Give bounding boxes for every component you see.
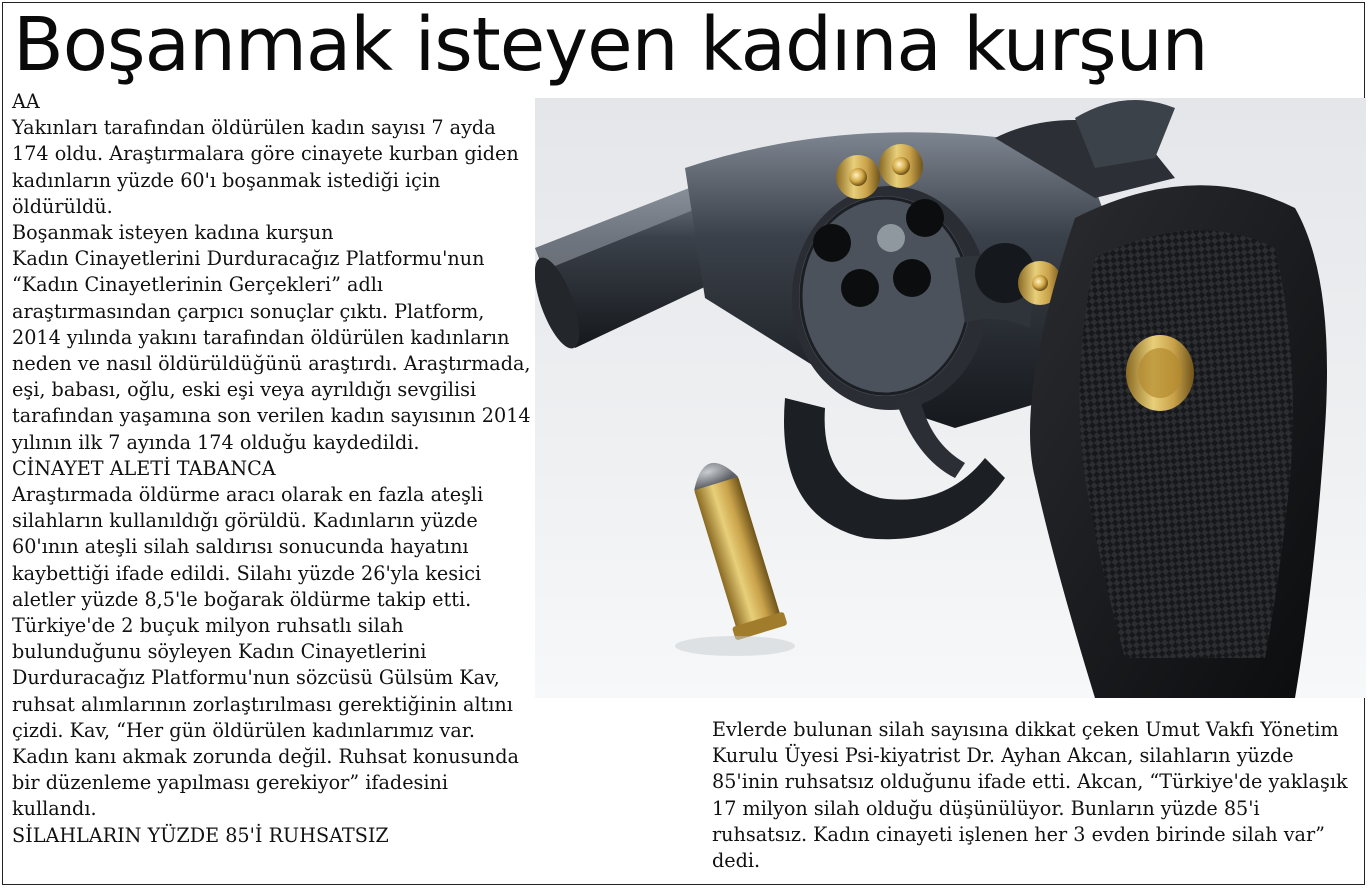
subhead-3: SİLAHLARIN YÜZDE 85'İ RUHSATSIZ xyxy=(12,823,389,847)
subhead-2: CİNAYET ALETİ TABANCA xyxy=(12,456,276,480)
headline: Boşanmak isteyen kadına kurşun xyxy=(13,2,1208,88)
subhead-1: Boşanmak isteyen kadına kurşun xyxy=(12,221,334,245)
revolver-illustration xyxy=(535,98,1366,698)
revolver-photo xyxy=(535,98,1366,698)
paragraph-3: Evlerde bulunan silah sayısına dikkat çeken Umut Vakfı Yönetim Kurulu Üyesi Psi-kiyatrist Dr. Ayhan Akcan, silahların yüzde 85'inin ruhsatsız olduğunu ifade etti. Akcan, “Türkiye'de yaklaşık 17 milyon silah olduğu düşünülüyor. Bunların yüzde 85'i ruhsatsız. Kadın cinayeti işlenen her 3 evden birinde silah var” dedi. xyxy=(712,718,1348,873)
right-column xyxy=(712,717,1357,874)
lead-paragraph: Yakınları tarafından öldürülen kadın sayısı 7 ayda 174 oldu. Araştırmalara göre cinayete kurban giden kadınların yüzde 60'ı boşanmak istediği için öldürüldü. xyxy=(12,116,519,218)
source-line: AA xyxy=(12,90,40,113)
paragraph-2: Araştırmada öldürme aracı olarak en fazla ateşli silahların kullanıldığı görüldü. Kadınların yüzde 60'ının ateşli silah saldırısı sonucunda hayatını kaybettiği ifade edildi. Silahı yüzde 26'yla kesici aletler yüzde 8,5'le boğarak öldürme takip etti. Türkiye'de 2 buçuk milyon ruhsatlı silah bulunduğunu söyleyen Kadın Cinayetlerini Durduracağız Platformu'nun sözcüsü Gülsüm Kav, ruhsat alımlarının zorlaştırılması gerektiğinin altını çizdi. Kav, “Her gün öldürülen kadınlarımız var. Kadın kanı akmak zorunda değil. Ruhsat konusunda bir düzenleme yapılması gerekiyor” ifadesini kullandı. xyxy=(12,483,519,821)
left-column xyxy=(12,89,532,849)
paragraph-1: Kadın Cinayetlerini Durduracağız Platformu'nun “Kadın Cinayetlerinin Gerçekleri” adlı araştırmasından çarpıcı sonuçlar çıktı. Platform, 2014 yılında yakını tarafından öldürülen kadınların neden ve nasıl öldürüldüğünü araştırdı. Araştırmada, eşi, babası, oğlu, eski eşi veya ayrıldığı sevgilisi tarafından yaşamına son verilen kadın sayısının 2014 yılının ilk 7 ayında 174 olduğu kaydedildi. xyxy=(12,247,531,454)
